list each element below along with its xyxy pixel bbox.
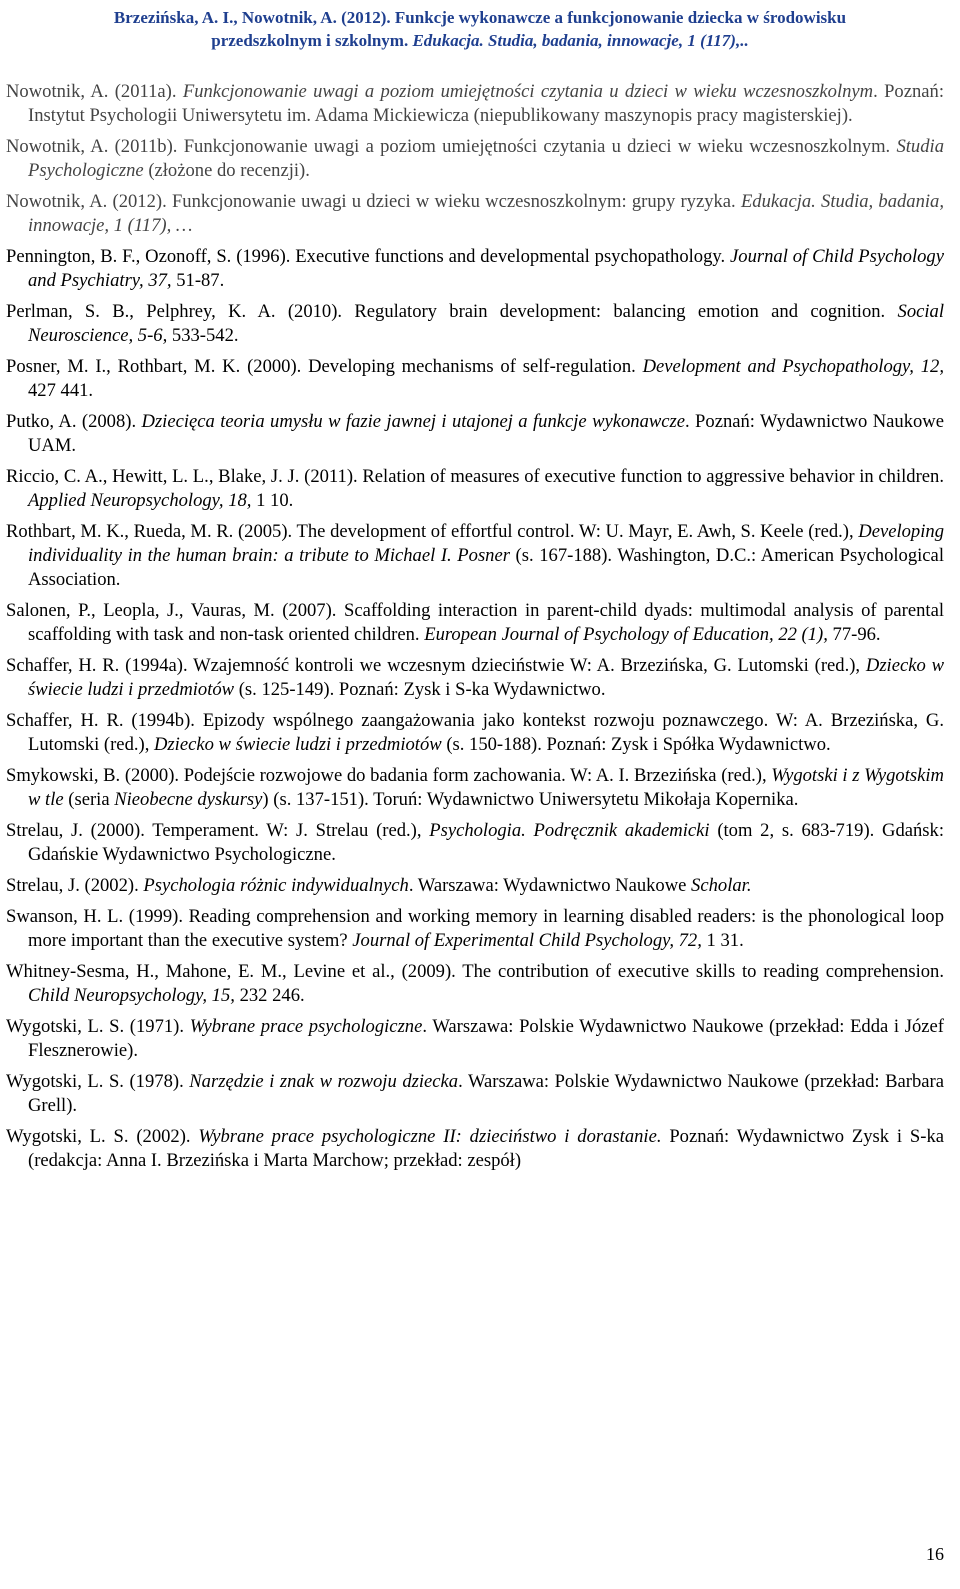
- reference-italic-text: Psychologia różnic indywidualnych: [143, 875, 409, 896]
- reference-entry: [6, 410, 944, 458]
- reference-text: Salonen, P., Leopla, J., Vauras, M. (2007). Scaffolding interaction in parent-child dyads: multimodal analysis of parental scaffolding with task and non-task oriented children.: [6, 600, 944, 645]
- reference-text: (seria: [63, 789, 115, 810]
- reference-entry: [6, 135, 944, 183]
- reference-italic-text: Funkcjonowanie uwagi a poziom umiejętności czytania u dzieci w wieku wczesnoszkolnym: [182, 81, 874, 102]
- reference-italic-text: Applied Neuropsychology, 18,: [28, 490, 252, 511]
- page-number: 16: [926, 1544, 944, 1564]
- reference-text: 427 441.: [28, 380, 94, 401]
- reference-italic-text: Wybrane prace psychologiczne II: dzieciństwo i dorastanie.: [198, 1126, 662, 1147]
- reference-entry: [6, 1125, 944, 1173]
- reference-italic-text: Development and Psychopathology, 12,: [642, 356, 944, 377]
- reference-text: Whitney-Sesma, H., Mahone, E. M., Levine et al., (2009). The contribution of executive skills to reading comprehension.: [6, 961, 944, 982]
- reference-list: [6, 80, 944, 1180]
- reference-italic-text: Scholar.: [691, 875, 752, 896]
- reference-italic-text: Social Neuroscience, 5-6,: [28, 301, 944, 346]
- reference-entry: [6, 874, 944, 898]
- reference-italic-text: Wygotski i z Wygotskim w tle: [28, 765, 944, 810]
- reference-italic-text: Journal of Child Psychology and Psychiatry, 37,: [28, 246, 944, 291]
- reference-text: 232 246.: [234, 985, 305, 1006]
- reference-text: Wygotski, L. S. (2002).: [6, 1126, 199, 1147]
- reference-entry: [6, 764, 944, 812]
- reference-text: . Poznań: Instytut Psychologii Uniwersytetu im. Adama Mickiewicza (niepublikowany maszynopis pracy magisterskiej).: [28, 81, 944, 126]
- reference-text: Strelau, J. (2000). Temperament. W: J. Strelau (red.),: [6, 820, 430, 841]
- reference-text: . Warszawa: Polskie Wydawnictwo Naukowe (przekład: Edda i Józef Flesznerowie).: [28, 1016, 944, 1061]
- reference-text: Strelau, J. (2002).: [6, 875, 144, 896]
- reference-text: Poznań: Wydawnictwo Zysk i S-ka (redakcja: Anna I. Brzezińska i Marta Marchow; przekład: zespół): [28, 1126, 944, 1171]
- reference-text: Schaffer, H. R. (1994b). Epizody wspólnego zaangażowania jako kontekst rozwoju poznawczego. W: A. Brzezińska, G. Lutomski (red.),: [6, 710, 944, 755]
- reference-text: Nowotnik, A. (2011b). Funkcjonowanie uwagi a poziom umiejętności czytania u dzieci w wieku wczesnoszkolnym.: [6, 136, 897, 157]
- reference-entry: [6, 465, 944, 513]
- header-citation-line1: Brzezińska, A. I., Nowotnik, A. (2012). Funkcje wykonawcze a funkcjonowanie dziecka w środowisku: [113, 8, 847, 27]
- reference-italic-text: Narzędzie i znak w rozwoju dziecka: [189, 1071, 459, 1092]
- reference-text: 1 10.: [251, 490, 294, 511]
- reference-entry: [6, 80, 944, 128]
- reference-entry: [6, 190, 944, 238]
- reference-entry: [6, 960, 944, 1008]
- reference-text: Schaffer, H. R. (1994a). Wzajemność kontroli we wczesnym dzieciństwie W: A. Brzezińska, G. Lutomski (red.),: [6, 655, 866, 676]
- reference-entry: [6, 709, 944, 757]
- header-citation-line2: [0, 29, 960, 52]
- reference-entry: [6, 355, 944, 403]
- reference-entry: [6, 654, 944, 702]
- reference-italic-text: Developing individuality in the human brain: a tribute to Michael I. Posner: [28, 521, 944, 566]
- reference-text: (s. 167-188). Washington, D.C.: American Psychological Association.: [28, 545, 944, 590]
- reference-italic-text: Dziecięca teoria umysłu w fazie jawnej i utajonej a funkcje wykonawcze: [141, 411, 686, 432]
- reference-text: Pennington, B. F., Ozonoff, S. (1996). Executive functions and developmental psychopathology.: [6, 246, 731, 267]
- reference-text: . Warszawa: Wydawnictwo Naukowe: [408, 875, 692, 896]
- reference-text: 51-87.: [171, 270, 225, 291]
- reference-italic-text: Nieobecne dyskursy: [114, 789, 263, 810]
- reference-text: (złożone do recenzji).: [143, 160, 310, 181]
- reference-text: 77-96.: [827, 624, 881, 645]
- reference-text: Nowotnik, A. (2012). Funkcjonowanie uwagi u dzieci w wieku wczesnoszkolnym: grupy ryzyka.: [6, 191, 741, 212]
- reference-text: Putko, A. (2008).: [6, 411, 142, 432]
- reference-text: (s. 150-188). Poznań: Zysk i Spółka Wydawnictwo.: [441, 734, 831, 755]
- reference-italic-text: European Journal of Psychology of Education, 22 (1),: [424, 624, 828, 645]
- reference-italic-text: Wybrane prace psychologiczne: [189, 1016, 423, 1037]
- reference-entry: [6, 520, 944, 592]
- reference-text: ) (s. 137-151). Toruń: Wydawnictwo Uniwersytetu Mikołaja Kopernika.: [262, 789, 799, 810]
- reference-italic-text: Psychologia. Podręcznik akademicki: [429, 820, 710, 841]
- reference-entry: [6, 819, 944, 867]
- reference-text: 1 31.: [701, 930, 744, 951]
- reference-entry: [6, 1015, 944, 1063]
- reference-text: Wygotski, L. S. (1978).: [6, 1071, 190, 1092]
- reference-entry: [6, 1070, 944, 1118]
- header-journal: Edukacja. Studia, badania, innowacje, 1 (117),..: [412, 31, 749, 50]
- reference-entry: [6, 245, 944, 293]
- reference-text: . Poznań: Wydawnictwo Naukowe UAM.: [28, 411, 944, 456]
- reference-text: . Warszawa: Polskie Wydawnictwo Naukowe (przekład: Barbara Grell).: [28, 1071, 944, 1116]
- reference-text: Wygotski, L. S. (1971).: [6, 1016, 190, 1037]
- reference-entry: [6, 599, 944, 647]
- reference-italic-text: Edukacja. Studia, badania, innowacje, 1 (117), …: [28, 191, 944, 236]
- reference-text: (tom 2, s. 683-719). Gdańsk: Gdańskie Wydawnictwo Psychologiczne.: [28, 820, 944, 865]
- reference-italic-text: Studia Psychologiczne: [28, 136, 944, 181]
- running-header: [0, 6, 960, 52]
- reference-italic-text: Dziecko w świecie ludzi i przedmiotów: [154, 734, 442, 755]
- reference-italic-text: Child Neuropsychology, 15,: [28, 985, 235, 1006]
- reference-text: Perlman, S. B., Pelphrey, K. A. (2010). Regulatory brain development: balancing emotion and cognition.: [6, 301, 898, 322]
- reference-italic-text: Dziecko w świecie ludzi i przedmiotów: [28, 655, 944, 700]
- reference-text: Rothbart, M. K., Rueda, M. R. (2005). The development of effortful control. W: U. Mayr, E. Awh, S. Keele (red.),: [6, 521, 859, 542]
- header-citation-plain: przedszkolnym i szkolnym.: [211, 31, 413, 50]
- reference-text: 533-542.: [167, 325, 239, 346]
- reference-text: Swanson, H. L. (1999). Reading comprehension and working memory in learning disabled readers: is the phonological loop more important than the executive system?: [6, 906, 944, 951]
- reference-entry: [6, 300, 944, 348]
- reference-italic-text: Journal of Experimental Child Psychology, 72,: [352, 930, 702, 951]
- reference-text: Nowotnik, A. (2011a).: [6, 81, 183, 102]
- reference-text: (s. 125-149). Poznań: Zysk i S-ka Wydawnictwo.: [234, 679, 606, 700]
- reference-text: Posner, M. I., Rothbart, M. K. (2000). Developing mechanisms of self-regulation.: [6, 356, 643, 377]
- reference-entry: [6, 905, 944, 953]
- reference-text: Riccio, C. A., Hewitt, L. L., Blake, J. J. (2011). Relation of measures of executive function to aggressive behavior in children.: [6, 466, 944, 487]
- reference-text: Smykowski, B. (2000). Podejście rozwojowe do badania form zachowania. W: A. I. Brzezińska (red.),: [6, 765, 772, 786]
